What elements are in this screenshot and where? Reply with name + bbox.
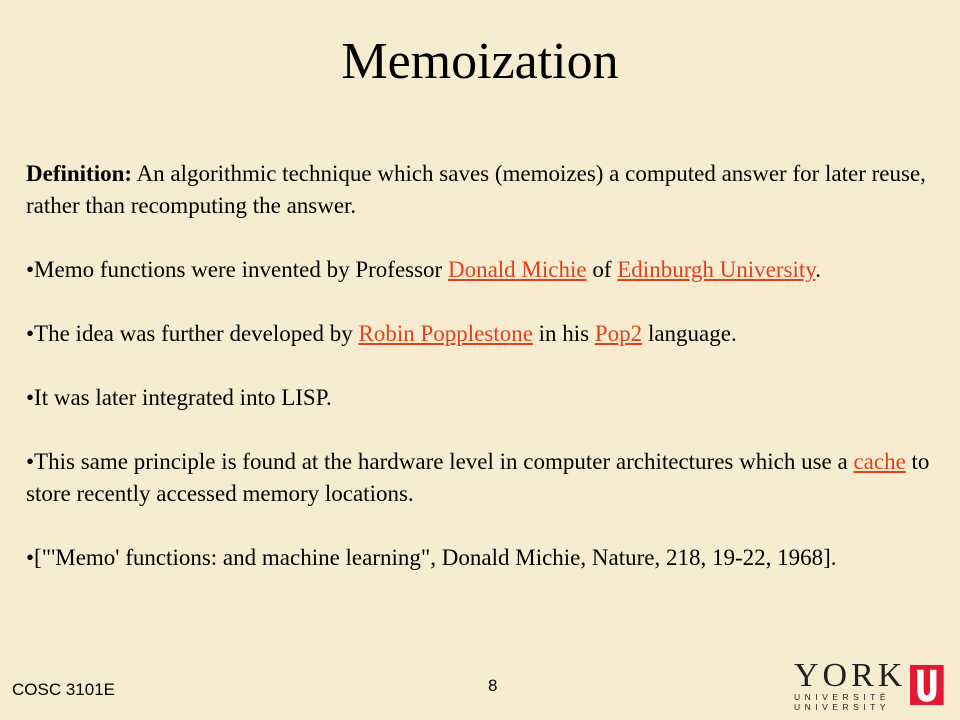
logo-text <box>794 657 907 712</box>
link-edinburgh-university[interactable]: Edinburgh University <box>617 257 816 282</box>
bullet-text: in his <box>532 321 595 346</box>
footer-course: COSC 3101E <box>12 680 115 699</box>
definition-text: An algorithmic technique which saves (memoizes) a computed answer for later reuse, rather than recomputing the answer. <box>26 161 926 218</box>
logo-university: UNIVERSITY <box>794 702 891 712</box>
definition-label: Definition: <box>26 161 133 186</box>
bullet-text: •This same principle is found at the hardware level in computer architectures which use a <box>26 449 854 474</box>
bullet-text: •Memo functions were invented by Professor <box>26 257 448 282</box>
bullet-text: •The idea was further developed by <box>26 321 359 346</box>
slide-body <box>26 158 936 606</box>
bullet-hardware <box>26 446 936 510</box>
bullet-reference: •["'Memo' functions: and machine learning", Donald Michie, Nature, 218, 19-22, 1968]. <box>26 545 837 570</box>
york-logo <box>794 657 944 716</box>
bullet-lisp: •It was later integrated into LISP. <box>26 385 332 410</box>
link-robin-popplestone[interactable]: Robin Popplestone <box>358 321 533 346</box>
bullet-text: to store recently accessed memory locations. <box>26 449 930 506</box>
slide-title: Memoization <box>341 33 619 90</box>
link-pop2[interactable]: Pop2 <box>594 321 643 346</box>
page-number: 8 <box>488 676 498 695</box>
bullet-memo-functions <box>26 254 936 286</box>
york-u-emblem-icon <box>910 660 944 710</box>
bullet-text: language. <box>642 321 737 346</box>
logo-york-text: YORK <box>794 657 907 694</box>
logo-universite: UNIVERSITÉ <box>794 692 891 702</box>
bullet-text: of <box>586 257 618 282</box>
bullet-text: . <box>815 257 822 282</box>
bullet-popplestone <box>26 318 936 350</box>
link-cache[interactable]: cache <box>853 449 906 474</box>
link-donald-michie[interactable]: Donald Michie <box>447 257 587 282</box>
definition-paragraph <box>26 158 936 222</box>
